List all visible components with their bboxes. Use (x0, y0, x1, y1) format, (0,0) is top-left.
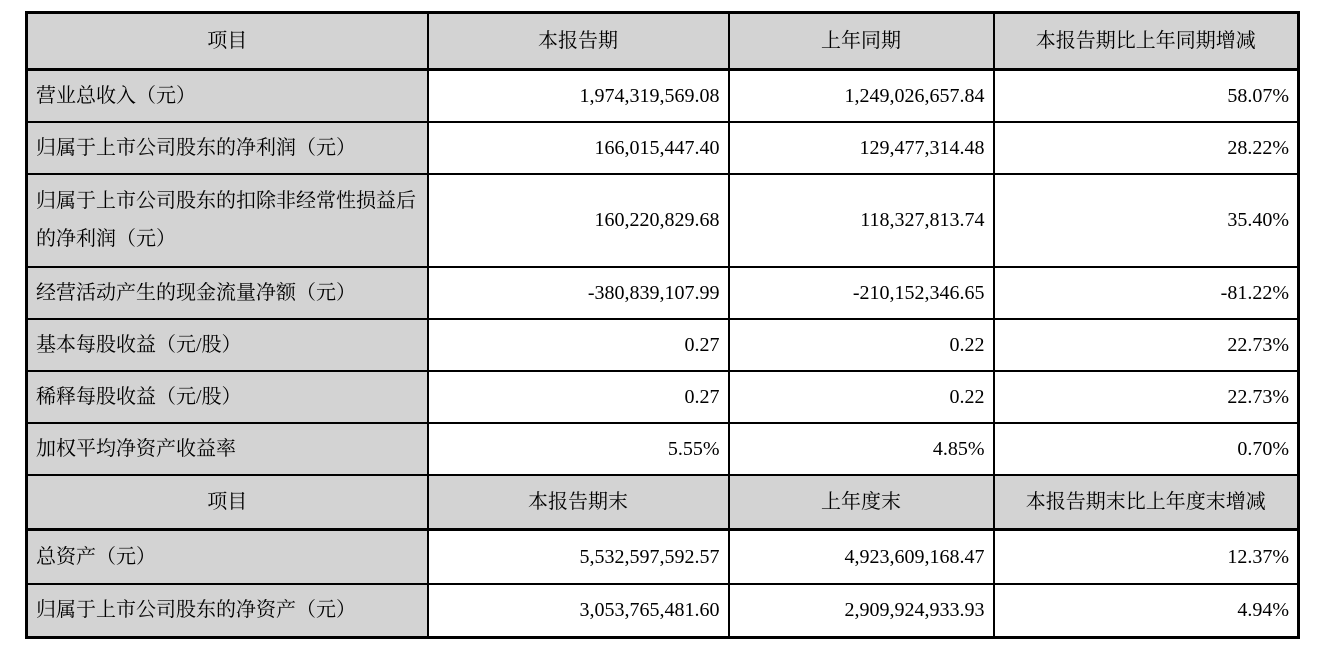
prior-period-cell: 118,327,813.74 (729, 174, 994, 267)
section1-header-current: 本报告期 (428, 13, 729, 70)
table-row-net-profit-excl-nonrecurring (27, 174, 1299, 267)
financial-summary-table (25, 11, 1300, 639)
section2-header-row (27, 475, 1299, 530)
table-row-diluted-eps (27, 371, 1299, 423)
prior-period-cell: 1,249,026,657.84 (729, 70, 994, 122)
change-cell: 0.70% (994, 423, 1299, 475)
item-label-cell: 归属于上市公司股东的扣除非经常性损益后的净利润（元） (27, 174, 428, 267)
current-period-cell: 5,532,597,592.57 (428, 530, 729, 584)
item-label-cell: 稀释每股收益（元/股） (27, 371, 428, 423)
item-label-cell: 基本每股收益（元/股） (27, 319, 428, 371)
item-label-cell: 总资产（元） (27, 530, 428, 584)
section1-header-change: 本报告期比上年同期增减 (994, 13, 1299, 70)
section1-header-item: 项目 (27, 13, 428, 70)
current-period-cell: 1,974,319,569.08 (428, 70, 729, 122)
change-cell: -81.22% (994, 267, 1299, 319)
item-label-cell: 归属于上市公司股东的净利润（元） (27, 122, 428, 174)
section2-header-item: 项目 (27, 475, 428, 530)
item-label-cell: 经营活动产生的现金流量净额（元） (27, 267, 428, 319)
change-cell: 22.73% (994, 371, 1299, 423)
table-row-basic-eps (27, 319, 1299, 371)
section1-header-row (27, 13, 1299, 70)
current-period-cell: -380,839,107.99 (428, 267, 729, 319)
table-row-total-assets (27, 530, 1299, 584)
item-label-cell: 加权平均净资产收益率 (27, 423, 428, 475)
change-cell: 35.40% (994, 174, 1299, 267)
change-cell: 4.94% (994, 584, 1299, 638)
table-row-net-assets (27, 584, 1299, 638)
item-label-cell: 归属于上市公司股东的净资产（元） (27, 584, 428, 638)
prior-period-cell: 0.22 (729, 319, 994, 371)
change-cell: 22.73% (994, 319, 1299, 371)
current-period-cell: 0.27 (428, 371, 729, 423)
section1-header-prior: 上年同期 (729, 13, 994, 70)
change-cell: 12.37% (994, 530, 1299, 584)
prior-period-cell: -210,152,346.65 (729, 267, 994, 319)
prior-period-cell: 2,909,924,933.93 (729, 584, 994, 638)
prior-period-cell: 0.22 (729, 371, 994, 423)
item-label-cell: 营业总收入（元） (27, 70, 428, 122)
change-cell: 58.07% (994, 70, 1299, 122)
section2-header-current: 本报告期末 (428, 475, 729, 530)
section2-header-prior: 上年度末 (729, 475, 994, 530)
change-cell: 28.22% (994, 122, 1299, 174)
current-period-cell: 166,015,447.40 (428, 122, 729, 174)
prior-period-cell: 4,923,609,168.47 (729, 530, 994, 584)
section2-header-change: 本报告期末比上年度末增减 (994, 475, 1299, 530)
table-row-total-revenue (27, 70, 1299, 122)
table-row-operating-cash-flow (27, 267, 1299, 319)
prior-period-cell: 4.85% (729, 423, 994, 475)
current-period-cell: 3,053,765,481.60 (428, 584, 729, 638)
table-row-net-profit (27, 122, 1299, 174)
current-period-cell: 0.27 (428, 319, 729, 371)
current-period-cell: 5.55% (428, 423, 729, 475)
table-row-weighted-roe (27, 423, 1299, 475)
prior-period-cell: 129,477,314.48 (729, 122, 994, 174)
current-period-cell: 160,220,829.68 (428, 174, 729, 267)
